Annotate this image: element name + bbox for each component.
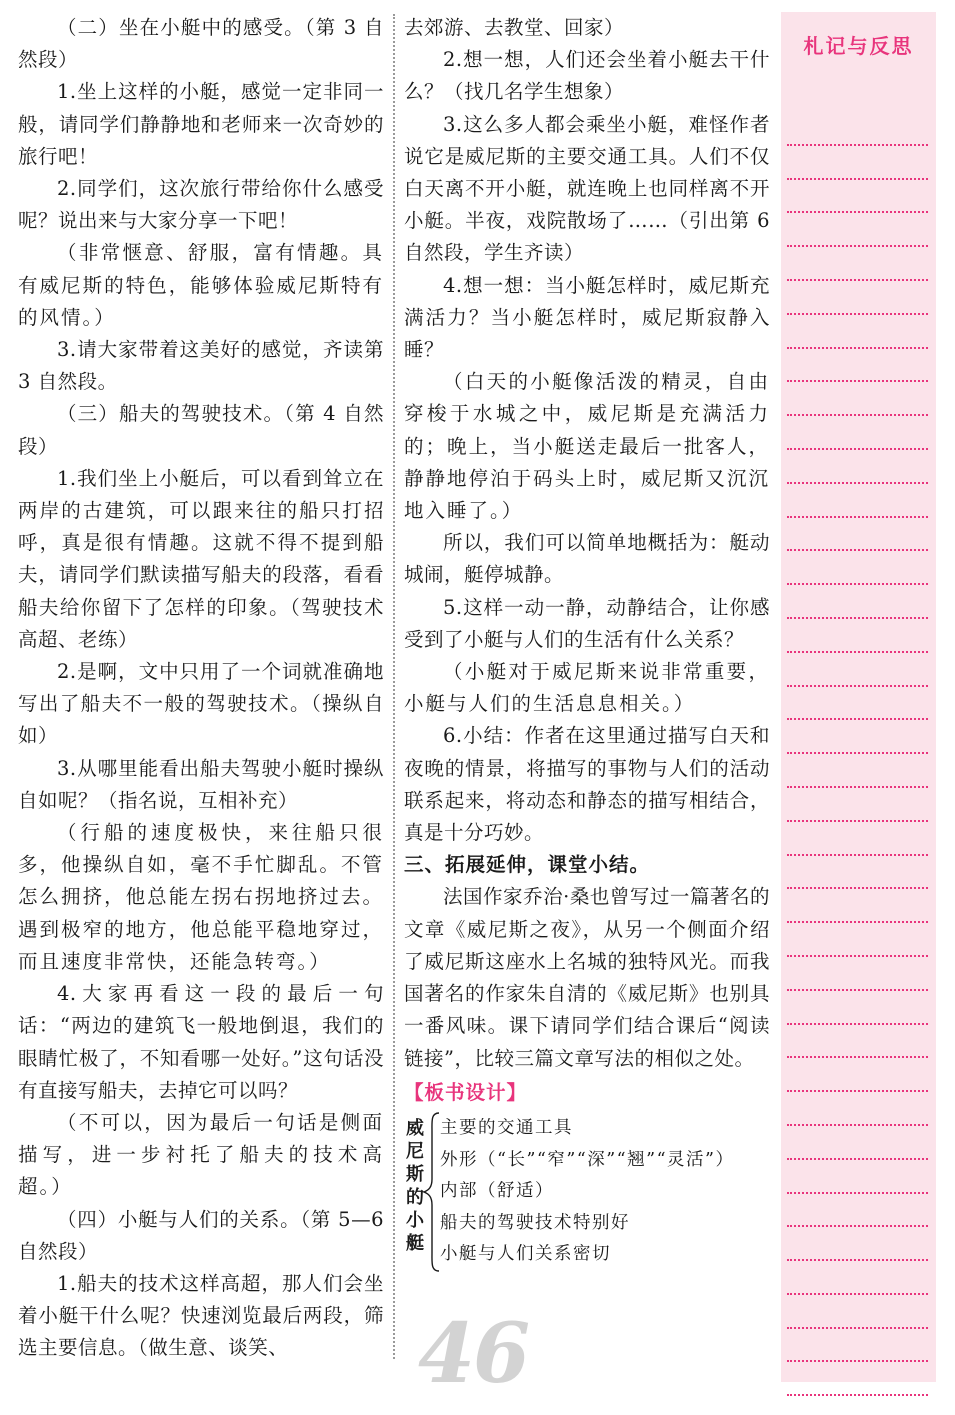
paragraph: 去郊游、去教堂、回家）: [404, 16, 625, 39]
paragraph: （四）小艇与人们的关系。（第 5—6 自然段）: [18, 1207, 384, 1263]
board-design: [404, 1111, 770, 1281]
paragraph: 法国作家乔治·桑也曾写过一篇著名的文章《威尼斯之夜》，从另一个侧面介绍了威尼斯这座水上名城的独特风光。而我国著名的作家朱自清的《威尼斯》也别具一番风味。课下请同学们结合课后“阅读链接”，比较三篇文章写法的相似之处。: [404, 885, 770, 1070]
answer-note: （小艇对于威尼斯来说非常重要，小艇与人们的生活息息相关。）: [404, 660, 770, 716]
note-line[interactable]: [787, 653, 928, 687]
note-line[interactable]: [787, 112, 928, 146]
note-line[interactable]: [787, 1160, 928, 1194]
note-line[interactable]: [787, 1261, 928, 1295]
paragraph: 2.想一想，人们还会坐着小艇去干什么？（找几名学生想象）: [404, 48, 770, 104]
paragraph: （二）坐在小艇中的感受。（第 3 自然段）: [18, 16, 384, 72]
board-design-items: [440, 1113, 734, 1271]
note-line[interactable]: [787, 484, 928, 518]
answer-note: （白天的小艇像活泼的精灵，自由穿梭于水城之中，威尼斯是充满活力的；晚上，当小艇送走最后一批客人，静静地停泊于码头上时，威尼斯又沉沉地入睡了。）: [404, 370, 770, 523]
note-line[interactable]: [787, 416, 928, 450]
board-design-item: 内部（舒适）: [440, 1181, 554, 1202]
paragraph: 所以，我们可以简单地概括为：艇动城闹，艇停城静。: [404, 531, 770, 587]
note-line[interactable]: [787, 146, 928, 180]
notes-panel-title: 札记与反思: [803, 34, 914, 58]
note-line[interactable]: [787, 1126, 928, 1160]
middle-column-paragraphs: [404, 12, 770, 1075]
page-number: 46: [418, 1306, 529, 1402]
board-design-heading: 【板书设计】: [404, 1080, 528, 1104]
note-line[interactable]: [787, 1092, 928, 1126]
paragraph: 3.这么多人都会乘坐小艇，难怪作者说它是威尼斯的主要交通工具。人们不仅白天离不开小艇，就连晚上也同样离不开小艇。半夜，戏院散场了……（引出第 6 自然段，学生齐读）: [404, 112, 770, 265]
note-line[interactable]: [787, 754, 928, 788]
note-line[interactable]: [787, 213, 928, 247]
paragraph: 3.从哪里能看出船夫驾驶小艇时操纵自如呢？（指名说，互相补充）: [18, 756, 384, 812]
board-design-title: 威尼斯的小艇: [406, 1117, 424, 1254]
note-line[interactable]: [787, 856, 928, 890]
note-line[interactable]: [787, 889, 928, 923]
note-line[interactable]: [787, 1025, 928, 1059]
brace-icon: [422, 1111, 442, 1273]
paragraph: 4.想一想：当小艇怎样时，威尼斯充满活力？当小艇怎样时，威尼斯寂静入睡？: [404, 273, 770, 362]
note-line[interactable]: [787, 619, 928, 653]
paragraph: 2.同学们，这次旅行带给你什么感受呢？说出来与大家分享一下吧！: [18, 177, 384, 233]
notes-panel: [781, 12, 936, 1382]
paragraph: 5.这样一动一静，动静结合，让你感受到了小艇与人们的生活有什么关系？: [404, 595, 770, 651]
paragraph: 1.船夫的技术这样高超，那人们会坐着小艇干什么呢？快速浏览最后两段，筛选主要信息。（做生意、谈笑、: [18, 1271, 384, 1360]
paragraph: 1.我们坐上小艇后，可以看到耸立在两岸的古建筑，可以跟来往的船只打招呼，真是很有情趣。这就不得不提到船夫，请同学们默读描写船夫的段落，看看船夫给你留下了怎样的印象。（驾驶技术高超、老练）: [18, 466, 384, 651]
paragraph: （三）船夫的驾驶技术。（第 4 自然段）: [18, 402, 384, 458]
paragraph: 3.请大家带着这美好的感觉，齐读第 3 自然段。: [18, 338, 384, 394]
note-line[interactable]: [787, 1295, 928, 1329]
note-line[interactable]: [787, 281, 928, 315]
note-line[interactable]: [787, 720, 928, 754]
answer-note: （非常惬意、舒服，富有情趣。具有威尼斯的特色，能够体验威尼斯特有的风情。）: [18, 241, 384, 329]
notes-writing-lines: [787, 112, 928, 1396]
answer-note: （行船的速度极快，来往船只很多，他操纵自如，毫不手忙脚乱。不管怎么拥挤，他总能左拐右拐地挤过去。遇到极窄的地方，他总能平稳地穿过，而且速度非常快，还能急转弯。）: [18, 821, 384, 973]
board-design-item: 外形（“长”“窄”“深”“翘”“灵活”）: [440, 1149, 735, 1170]
note-line[interactable]: [787, 349, 928, 383]
note-line[interactable]: [787, 923, 928, 957]
note-line[interactable]: [787, 518, 928, 552]
note-line[interactable]: [787, 551, 928, 585]
column-divider: [393, 14, 395, 1359]
left-column: [18, 12, 384, 1365]
middle-column: [404, 12, 770, 1281]
section-heading: 三、拓展延伸，课堂小结。: [404, 853, 651, 877]
note-line[interactable]: [787, 382, 928, 416]
board-design-item: 船夫的驾驶技术特别好: [440, 1212, 630, 1233]
note-line[interactable]: [787, 1058, 928, 1092]
note-line[interactable]: [787, 957, 928, 991]
note-line[interactable]: [787, 315, 928, 349]
note-line[interactable]: [787, 1194, 928, 1228]
note-line[interactable]: [787, 788, 928, 822]
note-line[interactable]: [787, 1362, 928, 1396]
note-line[interactable]: [787, 687, 928, 721]
note-line[interactable]: [787, 822, 928, 856]
paragraph: 4.大家再看这一段的最后一句话：“两边的建筑飞一般地倒退，我们的眼睛忙极了，不知看哪一处好。”这句话没有直接写船夫，去掉它可以吗？: [18, 982, 384, 1102]
note-line[interactable]: [787, 247, 928, 281]
paragraph: 1.坐上这样的小艇，感觉一定非同一般，请同学们静静地和老师来一次奇妙的旅行吧！: [18, 80, 384, 168]
note-line[interactable]: [787, 1227, 928, 1261]
note-line[interactable]: [787, 1329, 928, 1363]
note-line[interactable]: [787, 991, 928, 1025]
board-design-item: 主要的交通工具: [440, 1117, 573, 1138]
board-design-item: 小艇与人们关系密切: [440, 1244, 611, 1265]
paragraph: 6.小结：作者在这里通过描写白天和夜晚的情景，将描写的事物与人们的活动联系起来，将动态和静态的描写相结合，真是十分巧妙。: [404, 724, 770, 845]
note-line[interactable]: [787, 450, 928, 484]
answer-note: （不可以，因为最后一句话是侧面描写，进一步衬托了船夫的技术高超。）: [18, 1110, 384, 1199]
note-line[interactable]: [787, 180, 928, 214]
paragraph: 2.是啊，文中只用了一个词就准确地写出了船夫不一般的驾驶技术。（操纵自如）: [18, 660, 384, 748]
note-line[interactable]: [787, 585, 928, 619]
